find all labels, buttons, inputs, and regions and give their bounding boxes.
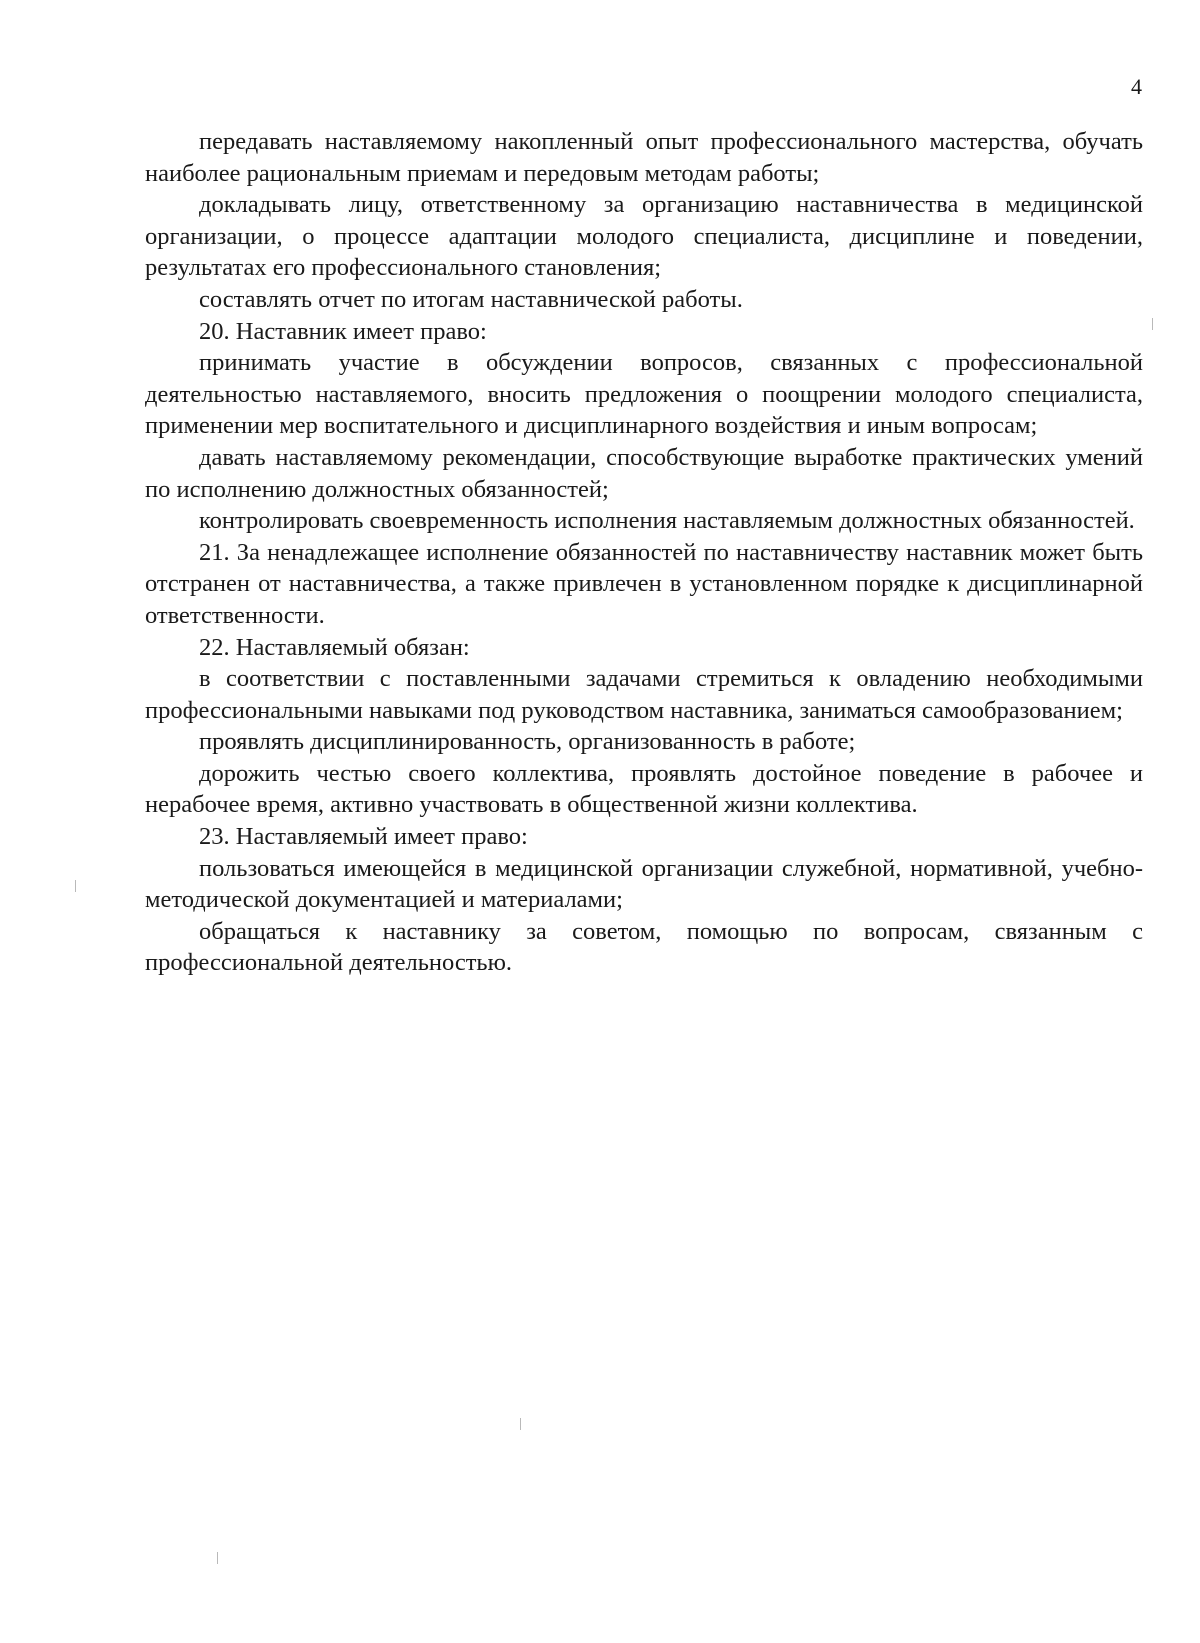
paragraph: передавать наставляемому накопленный опыт профессионального мастерства, обучать наиболее рациональным приемам и передовым методам работы;	[145, 128, 1143, 187]
document-body	[145, 126, 1143, 979]
scan-speck	[75, 880, 76, 892]
paragraph: составлять отчет по итогам наставнической работы.	[199, 285, 743, 313]
paragraph: дорожить честью своего коллектива, проявлять достойное поведение в рабочее и нерабочее время, активно участвовать в общественной жизни коллектива.	[145, 759, 1143, 819]
paragraph: обращаться к наставнику за советом, помощью по вопросам, связанным с профессиональной деятельностью.	[145, 917, 1143, 977]
paragraph: 23. Наставляемый имеет право:	[199, 823, 528, 851]
paragraph: контролировать своевременность исполнения наставляемым должностных обязанностей.	[199, 507, 1135, 535]
scan-speck	[217, 1552, 218, 1564]
paragraph: в соответствии с поставленными задачами стремиться к овладению необходимыми профессиональными навыками под руководством наставника, заниматься самообразованием;	[145, 665, 1143, 724]
paragraph: 22. Наставляемый обязан:	[199, 633, 470, 661]
paragraph: пользоваться имеющейся в медицинской организации служебной, нормативной, учебно-методической документацией и материалами;	[145, 854, 1143, 914]
paragraph: давать наставляемому рекомендации, способствующие выработке практических умений по исполнению должностных обязанностей;	[145, 443, 1143, 503]
page-number: 4	[1131, 74, 1142, 99]
scan-speck	[520, 1418, 521, 1430]
scan-speck	[1152, 318, 1153, 330]
paragraph: 21. За ненадлежащее исполнение обязанностей по наставничеству наставник может быть отстранен от наставничества, а также привлечен в установленном порядке к дисциплинарной ответственности.	[145, 538, 1143, 629]
paragraph: принимать участие в обсуждении вопросов, связанных с профессиональной деятельностью наставляемого, вносить предложения о поощрении молодого специалиста, применении мер воспитательного и дисциплинарного воздействия и иным вопросам;	[145, 349, 1143, 440]
paragraph: докладывать лицу, ответственному за организацию наставничества в медицинской организации, о процессе адаптации молодого специалиста, дисциплине и поведении, результатах его профессионального становления;	[145, 191, 1143, 282]
paragraph: 20. Наставник имеет право:	[199, 317, 487, 345]
paragraph: проявлять дисциплинированность, организованность в работе;	[199, 728, 856, 756]
